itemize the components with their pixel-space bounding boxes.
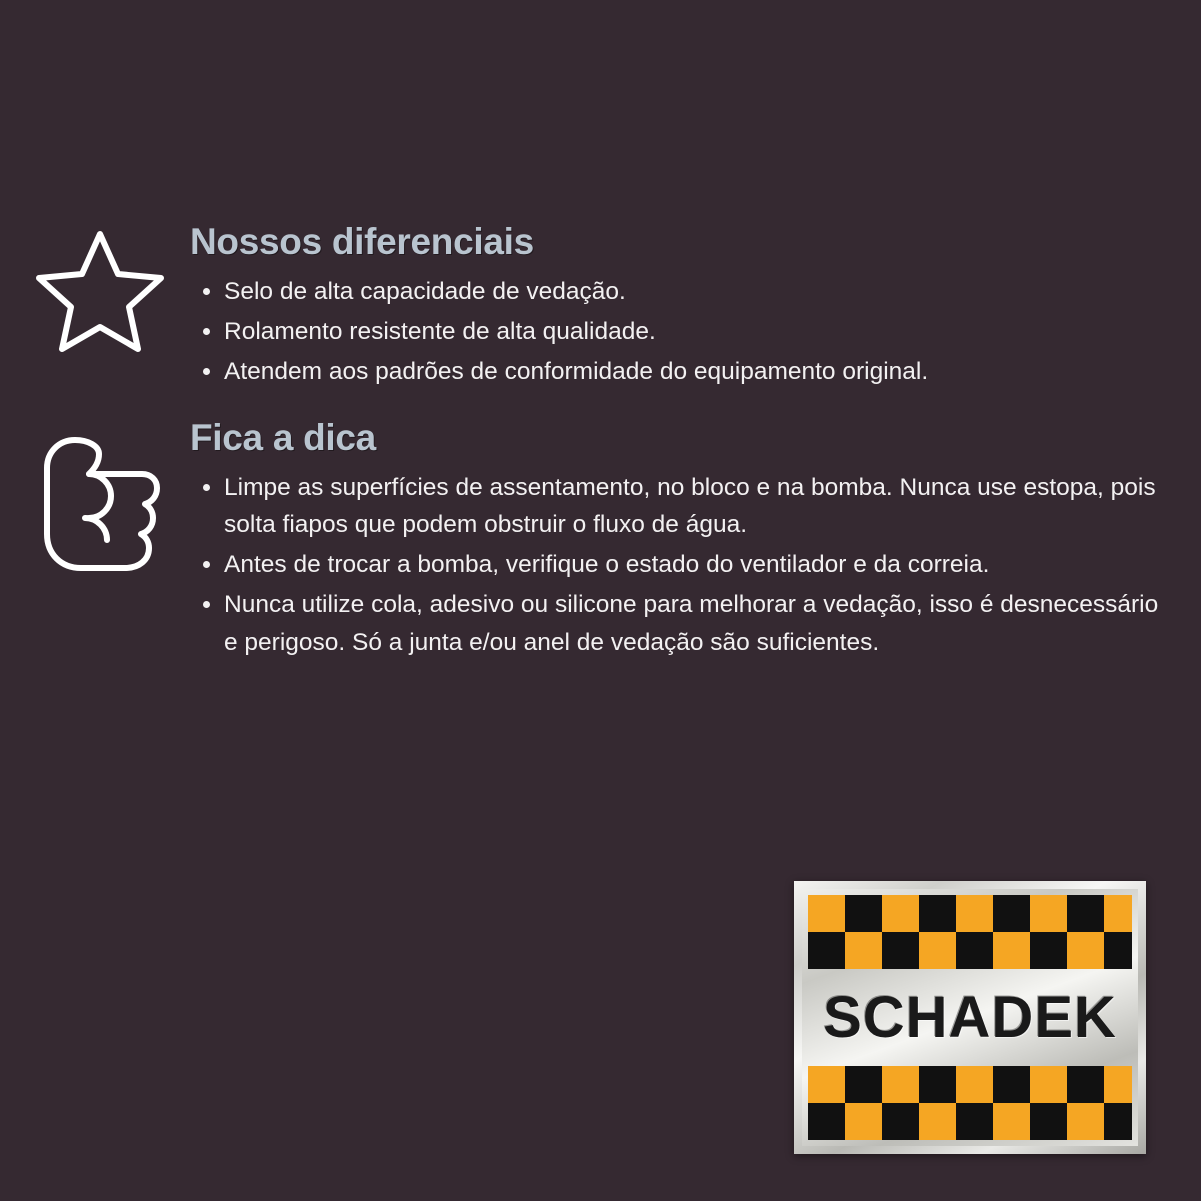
page-title-diferenciais: Nossos diferenciais [190, 221, 534, 262]
list-item: Nunca utilize cola, adesivo ou silicone para melhorar a vedação, isso é desnecessário e perigoso. Só a junta e/ou anel de vedação são suficientes. [190, 586, 1160, 660]
list-item: Antes de trocar a bomba, verifique o estado do ventilador e da correia. [190, 546, 1160, 583]
list-item: Selo de alta capacidade de vedação. [190, 273, 1130, 310]
section-text-container [190, 222, 1130, 393]
list-fica-a-dica [190, 469, 1160, 661]
page-title-fica-a-dica: Fica a dica [190, 417, 376, 458]
list-item: Rolamento resistente de alta qualidade. [190, 313, 1130, 350]
pointing-hand-icon [15, 422, 185, 582]
section-text-container [190, 418, 1160, 664]
list-item: Atendem aos padrões de conformidade do equipamento original. [190, 353, 1130, 390]
list-item: Limpe as superfícies de assentamento, no bloco e na bomba. Nunca use estopa, pois solta fiapos que podem obstruir o fluxo de água. [190, 469, 1160, 543]
logo-plate [802, 889, 1138, 1146]
logo-wordmark: SCHADEK [823, 985, 1117, 1050]
checker-stripe-bottom [808, 1066, 1132, 1140]
section-icon-container [10, 418, 190, 582]
schadek-logo [794, 881, 1146, 1154]
section-nossos-diferenciais [10, 222, 1130, 393]
section-icon-container [10, 222, 190, 352]
section-fica-a-dica [10, 418, 1160, 664]
star-outline-icon [30, 226, 170, 352]
list-diferenciais [190, 273, 1130, 391]
checker-stripe-top [808, 895, 1132, 969]
